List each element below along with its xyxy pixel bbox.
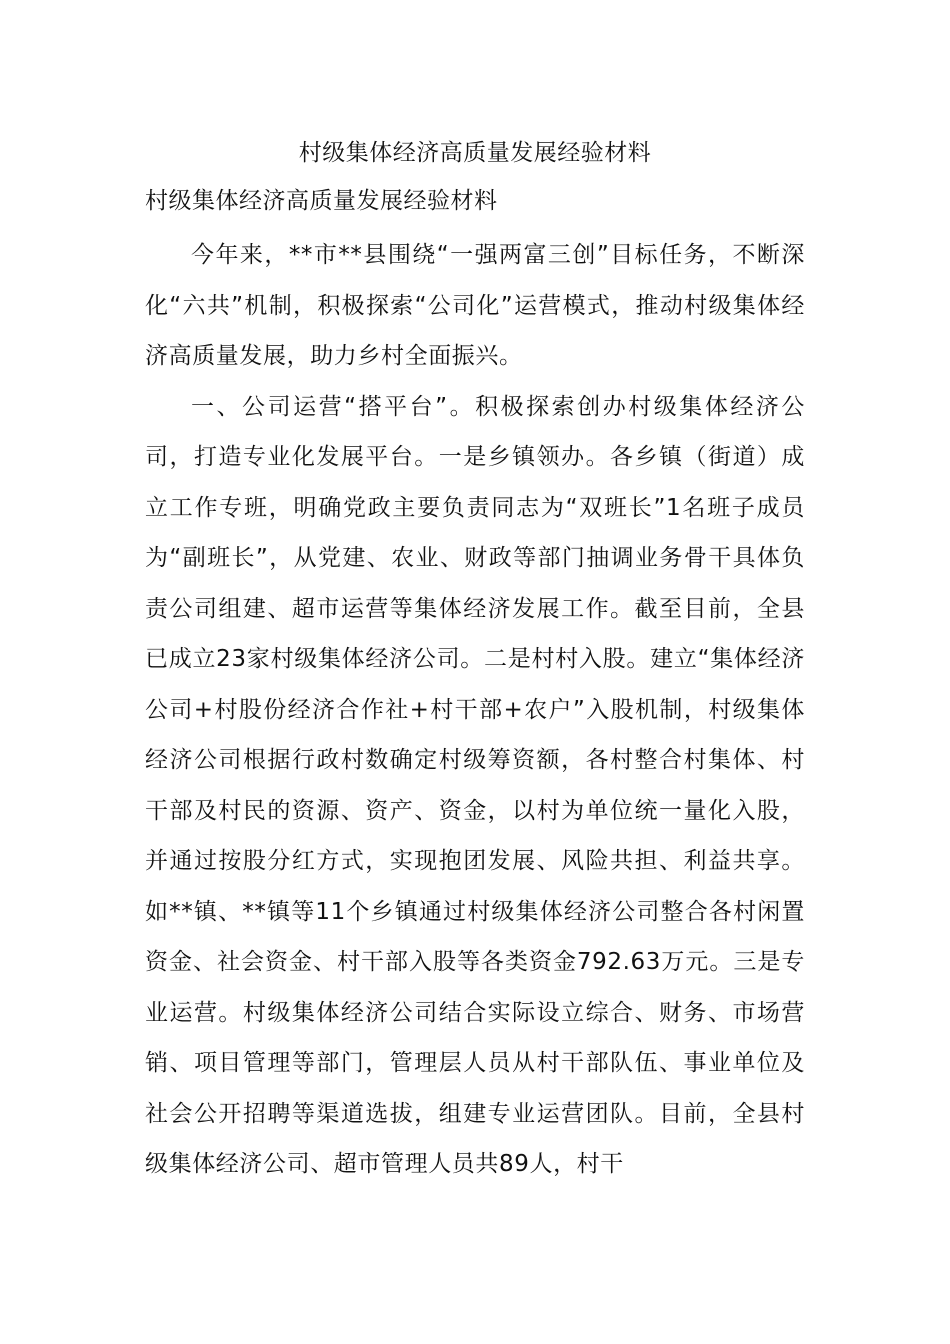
document-title: 村级集体经济高质量发展经验材料 (298, 140, 652, 166)
document-subtitle: 村级集体经济高质量发展经验材料 (145, 188, 498, 214)
document-body (145, 230, 805, 1190)
paragraph-section-1: 一、公司运营“搭平台”。积极探索创办村级集体经济公司，打造专业化发展平台。一是乡镇领办。各乡镇（街道）成立工作专班，明确党政主要负责同志为“双班长”1名班子成员为“副班长”，从党建、农业、财政等部门抽调业务骨干具体负责公司组建、超市运营等集体经济发展工作。截至目前，全县已成立23家村级集体经济公司。二是村村入股。建立“集体经济公司+村股份经济合作社+村干部+农户”入股机制，村级集体经济公司根据行政村数确定村级筹资额，各村整合村集体、村干部及村民的资源、资产、资金，以村为单位统一量化入股，并通过按股分红方式，实现抱团发展、风险共担、利益共享。如**镇、**镇等11个乡镇通过村级集体经济公司整合各村闲置资金、社会资金、村干部入股等各类资金792.63万元。三是专业运营。村级集体经济公司结合实际设立综合、财务、市场营销、项目管理等部门，管理层人员从村干部队伍、事业单位及社会公开招聘等渠道选拔，组建专业运营团队。目前，全县村级集体经济公司、超市管理人员共89人，村干 (145, 393, 805, 1177)
paragraph-intro: 今年来，**市**县围绕“一强两富三创”目标任务，不断深化“六共”机制，积极探索“公司化”运营模式，推动村级集体经济高质量发展，助力乡村全面振兴。 (145, 242, 805, 369)
